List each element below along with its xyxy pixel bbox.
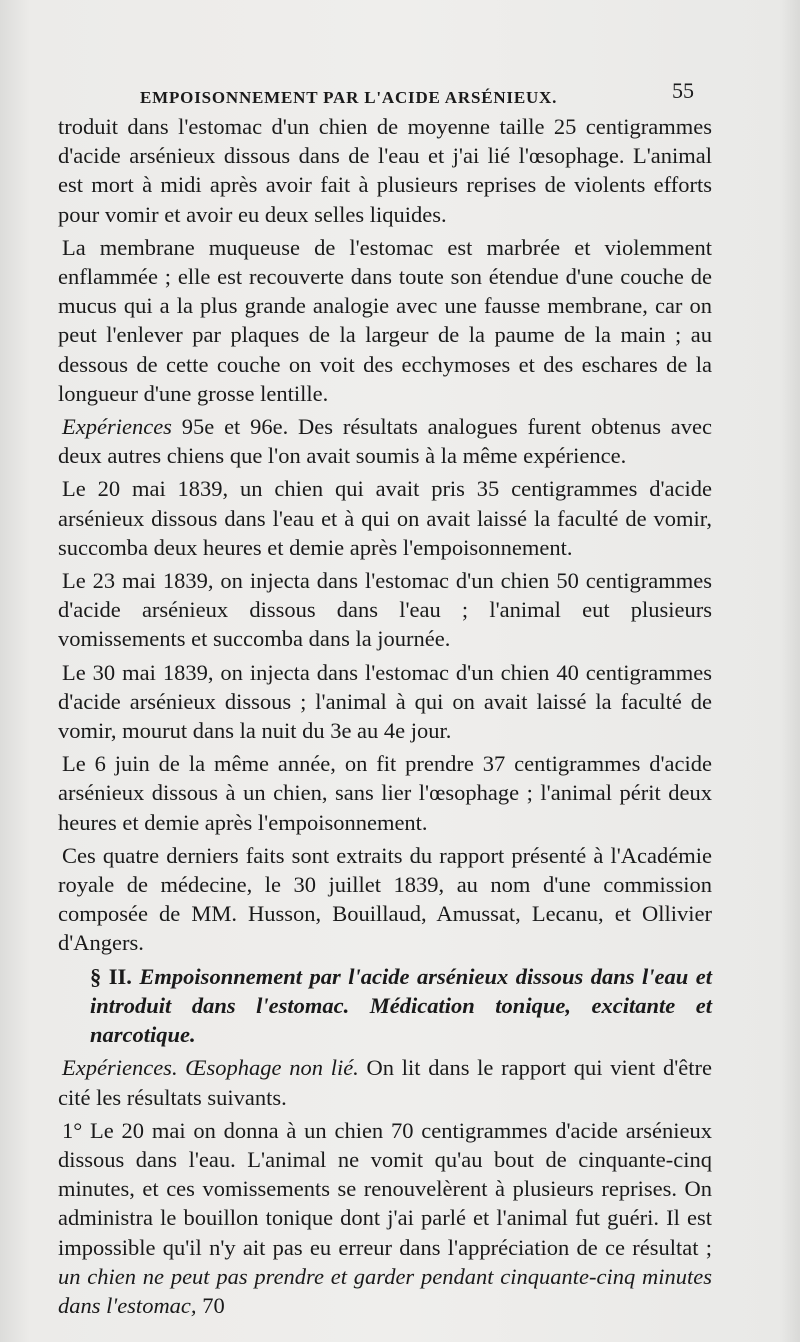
paragraph: Ces quatre derniers faits sont extraits du rapport présenté à l'Académie royale de médecine, le 30 juillet 1839, au nom d'une commission composée de MM. Husson, Bouillaud, Amussat, Lecanu, et Ollivier d'Angers.: [58, 842, 712, 956]
paragraph: Expériences 95e et 96e. Des résultats analogues furent obtenus avec deux autres chiens que l'on avait soumis à la même expérience.: [58, 414, 712, 469]
page-header: [140, 78, 700, 108]
paragraph: Le 6 juin de la même année, on fit prendre 37 centigrammes d'acide arsénieux dissous à un chien, sans lier l'œsophage ; l'animal périt deux heures et demie après l'empoisonnement.: [58, 751, 712, 835]
paragraph: Expériences. Œsophage non lié. On lit dans le rapport qui vient d'être cité les résultats suivants.: [58, 1055, 712, 1110]
paragraph: Le 23 mai 1839, on injecta dans l'estomac d'un chien 50 centigrammes d'acide arsénieux dissous dans l'eau ; l'animal eut plusieurs vomissements et succomba dans la journée.: [58, 568, 712, 652]
section-heading: § II. Empoisonnement par l'acide arsénieux dissous dans l'eau et introduit dans l'estomac. Médication tonique, excitante et narcotique.: [90, 963, 713, 1048]
paragraph: 1° Le 20 mai on donna à un chien 70 centigrammes d'acide arsénieux dissous dans l'eau. L'animal ne vomit qu'au bout de cinquante-cinq minutes, et ces vomissements se renouvelèrent à plusieurs reprises. On administra le bouillon tonique dont j'ai parlé et l'animal fut guéri. Il est impossible qu'il n'y ait pas eu erreur dans l'appréciation de ce résultat ; un chien ne peut pas prendre et garder pendant cinquante-cinq minutes dans l'estomac, 70: [58, 1117, 712, 1318]
page-number: 55: [672, 78, 694, 103]
body-text: [58, 112, 712, 1324]
paragraph: troduit dans l'estomac d'un chien de moyenne taille 25 centigrammes d'acide arsénieux dissous dans de l'eau et j'ai lié l'œsophage. L'animal est mort à midi après avoir fait à plusieurs reprises de violents efforts pour vomir et avoir eu deux selles liquides.: [58, 114, 712, 227]
paragraph: Le 30 mai 1839, on injecta dans l'estomac d'un chien 40 centigrammes d'acide arsénieux dissous ; l'animal à qui on avait laissé la faculté de vomir, mourut dans la nuit du 3e au 4e jour.: [58, 659, 712, 744]
running-head: EMPOISONNEMENT PAR L'ACIDE ARSÉNIEUX.: [140, 88, 558, 107]
paragraph: Le 20 mai 1839, un chien qui avait pris 35 centigrammes d'acide arsénieux dissous dans l'eau et à qui on avait laissé la faculté de vomir, succomba deux heures et demie après l'empoisonnement.: [58, 476, 712, 560]
paragraph: La membrane muqueuse de l'estomac est marbrée et violemment enflammée ; elle est recouverte dans toute son étendue d'une couche de mucus qui a la plus grande analogie avec une fausse membrane, car on peut l'enlever par plaques de la largeur de la paume de la main ; au dessous de cette couche on voit des ecchymoses et des eschares de la longueur d'une grosse lentille.: [58, 234, 712, 406]
